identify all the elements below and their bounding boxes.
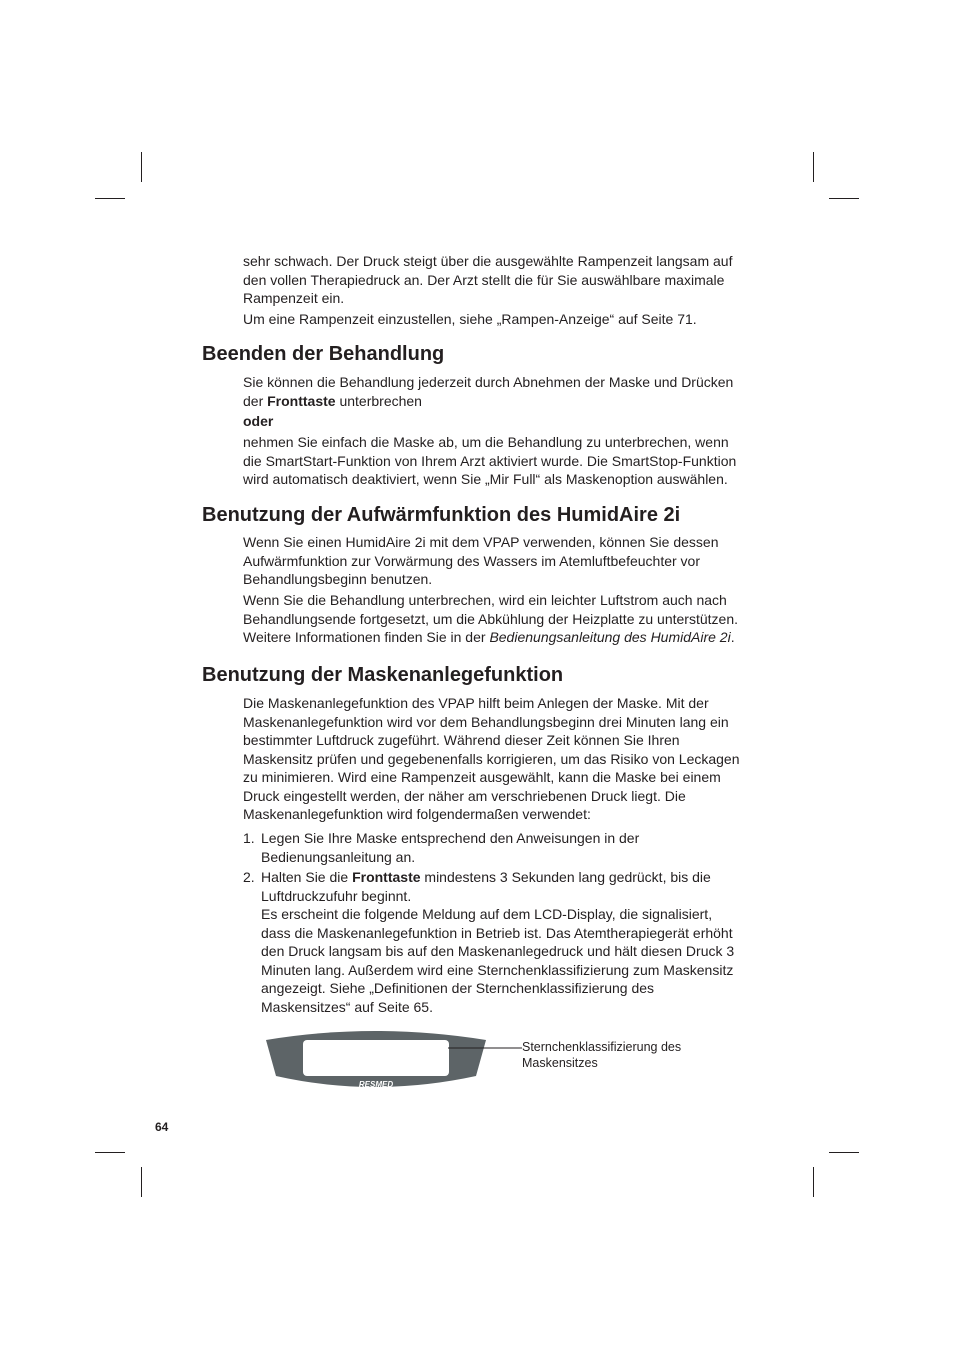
text-line: die SmartStart-Funktion von Ihrem Arzt aktiviert wurde. Die SmartStop-Funktion [243,452,737,469]
text-line: Rampenzeit ein. [243,290,345,306]
section-paragraph [243,433,736,489]
text: unterbrechen [335,392,422,409]
text-line: Behandlungsbeginn benutzen. [243,571,433,587]
section-paragraph [243,533,719,589]
text-line: den vollen Therapiedruck an. Der Arzt stellt die für Sie auswählbare maximale [243,271,725,288]
text-line: Maskensitz prüfen und gegebenenfalls korrigieren, um das Risiko von Leckagen [243,750,740,767]
text: . [730,629,735,645]
step-number: 1. [243,830,255,846]
lcd-screen [303,1040,449,1076]
step-number: 2. [243,869,255,885]
text-line: Bedienungsanleitung an. [261,848,416,865]
section-paragraph [243,591,738,647]
text-line: Maskenanlegefunktion wird vor dem Behandlungsbeginn drei Minuten lang ein [243,713,729,730]
text: Halten Sie die [261,869,353,885]
text-line: nehmen Sie einfach die Maske ab, um die Behandlung zu unterbrechen, wenn [243,434,729,450]
bold-term: Fronttaste [352,869,421,885]
text: der [243,392,268,409]
lcd-display-illustration [262,1026,524,1096]
oder-label: oder [243,413,274,429]
text-line: Behandlungsende fortgesetzt, um die Abkühlung der Heizplatte zu unterstützen. [243,610,738,627]
crop-mark [95,198,125,199]
text: Weitere Informationen finden Sie in der [243,629,490,645]
text-line: Maskensitzes [522,1056,598,1070]
text-line: Luftdruckzufuhr beginnt. [261,887,412,904]
crop-mark [141,1167,142,1197]
step-text [261,829,639,866]
text-line: bestimmter Luftdruck zugeführt. Während dieser Zeit können Sie Ihren [243,732,680,748]
section-heading: Benutzung der Maskenanlegefunktion [202,664,564,686]
text-line: Sternchenklassifizierung des [522,1040,682,1054]
text-line: Sie können die Behandlung jederzeit durch Abnehmen der Maske und Drücken [243,374,734,390]
text-line: den Druck langsam bis auf den Maskenanlegedruck und hält diesen Druck 3 [261,943,735,959]
text-line: zu minimieren. Wird eine Rampenzeit ausgewählt, kann die Maske bei einem [243,769,721,785]
text-line [243,392,733,411]
text-line: Legen Sie Ihre Maske entsprechend den Anweisungen in der [261,830,640,846]
intro-paragraph [243,252,732,308]
crop-mark [95,1152,125,1153]
callout-label [522,1039,681,1071]
crop-mark [829,1152,859,1153]
section-heading: Benutzung der Aufwärmfunktion des HumidAire 2i [202,504,681,526]
text-line: Wenn Sie die Behandlung unterbrechen, wird ein leichter Luftstrom auch nach [243,592,727,608]
text-line: Minuten lang. Außerdem wird eine Sternchenklassifizierung zum Maskensitz [261,961,734,978]
resmed-logo: RESMED [358,1080,394,1089]
text-line [243,628,738,647]
section-paragraph [243,694,740,824]
text: mindestens 3 Sekunden lang gedrückt, bis die [420,869,711,885]
italic-title: Bedienungsanleitung des HumidAire 2i [489,629,731,645]
bold-term: Fronttaste [267,392,336,409]
step-paragraph [261,905,734,1016]
section-paragraph [243,373,733,410]
step-text [261,868,711,905]
ramp-reference [243,310,697,329]
text-line: Aufwärmfunktion zur Vorwärmung des Wassers im Atemluftbefeuchter vor [243,552,700,569]
text-line: angezeigt. Siehe „Definitionen der Sternchenklassifizierung des [261,980,655,996]
text-line: Maskensitzes“ auf Seite 65. [261,998,433,1015]
text-line [261,868,711,887]
crop-mark [813,152,814,182]
section-heading: Beenden der Behandlung [202,343,445,365]
crop-mark [829,198,859,199]
text-line: Die Maskenanlegefunktion des VPAP hilft beim Anlegen der Maske. Mit der [243,695,709,711]
text-line: Druck eingestellt werden, der näher am verschriebenen Druck liegt. Die [243,787,686,804]
text-line: Wenn Sie einen HumidAire 2i mit dem VPAP verwenden, können Sie dessen [243,534,719,550]
text-line: Es erscheint die folgende Meldung auf dem LCD-Display, die signalisiert, [261,906,713,922]
crop-mark [813,1167,814,1197]
text-line: dass die Maskenanlegefunktion in Betrieb ist. Das Atemtherapiegerät erhöht [261,924,733,941]
crop-mark [141,152,142,182]
text-line: Maskenanlegefunktion wird folgendermaßen verwendet: [243,806,591,822]
text-line: Um eine Rampenzeit einzustellen, siehe „Rampen-Anzeige“ auf Seite 71. [243,311,697,327]
text-line: sehr schwach. Der Druck steigt über die ausgewählte Rampenzeit langsam auf [243,253,733,269]
text-line: wird automatisch deaktiviert, wenn Sie „Mir Full“ als Maskenoption auswählen. [243,471,728,487]
page-number: 64 [155,1120,169,1134]
